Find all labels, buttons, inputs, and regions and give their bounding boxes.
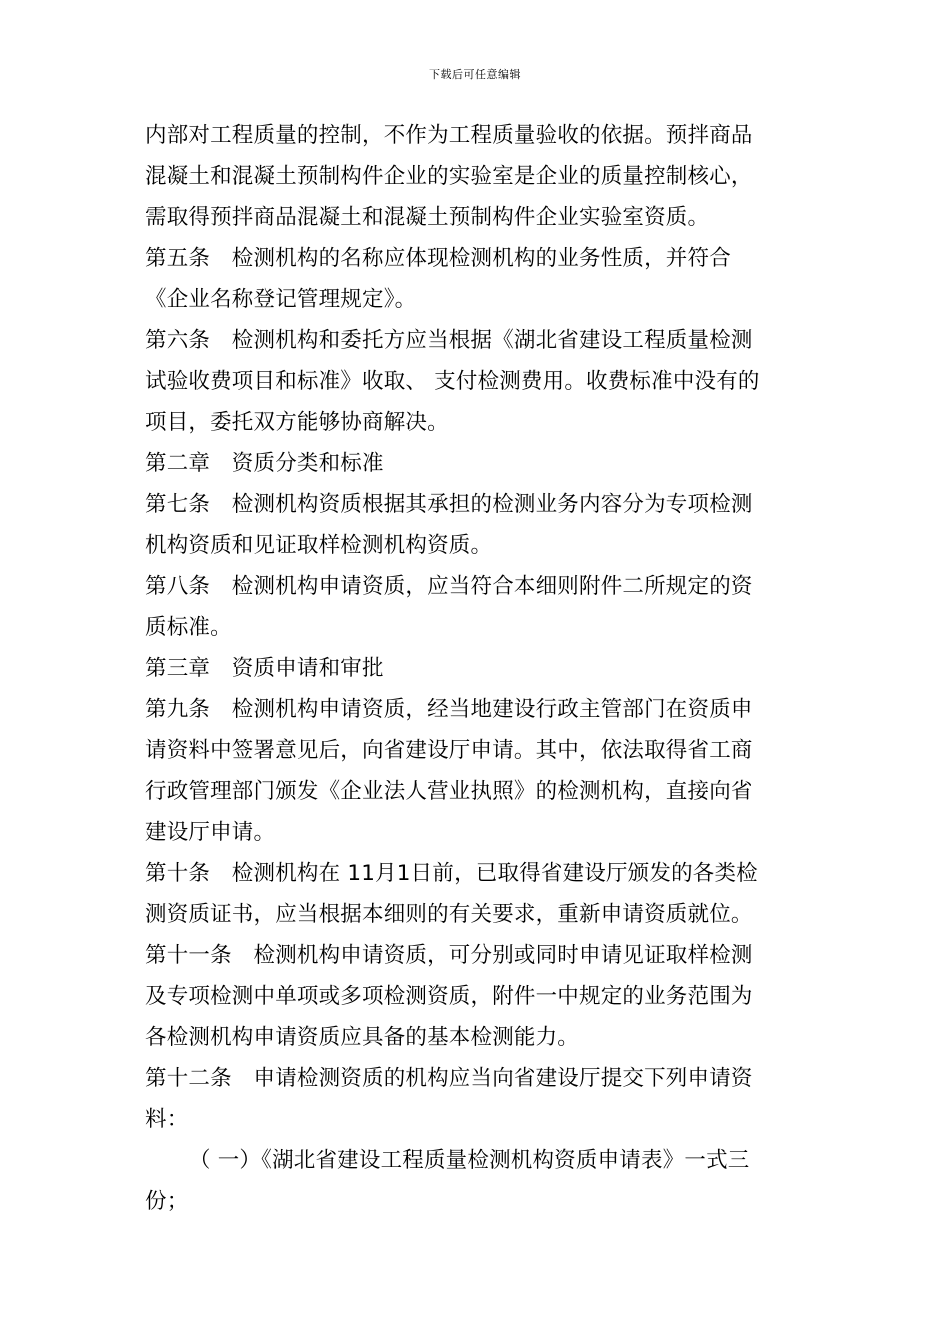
text-line: 混凝土和混凝土预制构件企业的实验室是企业的质量控制核心，: [145, 164, 753, 189]
text-line: 内部对工程质量的控制，不作为工程质量验收的依据。预拌商品: [145, 123, 753, 148]
text-line: 需取得预拌商品混凝土和混凝土预制构件企业实验室资质。: [145, 205, 710, 230]
text-line: 机构资质和见证取样检测机构资质。: [145, 533, 493, 558]
text-line: 份；: [145, 1189, 189, 1214]
chapter-3-heading: 第三章 资质申请和审批: [145, 656, 384, 681]
article-8-line: 第八条 检测机构申请资质，应当符合本细则附件二所规定的资: [145, 574, 753, 599]
article-7-line: 第七条 检测机构资质根据其承担的检测业务内容分为专项检测: [145, 492, 753, 517]
page-header-note: 下载后可任意编辑: [429, 68, 521, 81]
text-line: 各检测机构申请资质应具备的基本检测能力。: [145, 1025, 580, 1050]
article-5-line: 第五条 检测机构的名称应体现检测机构的业务性质，并符合: [145, 246, 731, 271]
list-item-1: （ 一）《湖北省建设工程质量检测机构资质申请表》一式三: [189, 1148, 750, 1173]
text-line: 测资质证书，应当根据本细则的有关要求，重新申请资质就位。: [145, 902, 753, 927]
chapter-2-heading: 第二章 资质分类和标准: [145, 451, 384, 476]
text-line: 《企业名称登记管理规定》。: [145, 287, 417, 312]
article-11-line: 第十一条 检测机构申请资质，可分别或同时申请见证取样检测: [145, 943, 753, 968]
text-line: 及专项检测中单项或多项检测资质，附件一中规定的业务范围为: [145, 984, 753, 1009]
text-line: 请资料中签署意见后，向省建设厅申请。其中，依法取得省工商: [145, 738, 753, 763]
article-12-line: 第十二条 申请检测资质的机构应当向省建设厅提交下列申请资: [145, 1066, 753, 1091]
document-body: [145, 115, 813, 1222]
text-line: 试验收费项目和标准》收取、 支付检测费用。收费标准中没有的: [145, 369, 760, 394]
article-9-line: 第九条 检测机构申请资质，经当地建设行政主管部门在资质申: [145, 697, 753, 722]
text-line: 料：: [145, 1107, 189, 1132]
text-line: 行政管理部门颁发《企业法人营业执照》的检测机构，直接向省: [145, 779, 753, 804]
text-line: 建设厅申请。: [145, 820, 276, 845]
text-line: 质标准。: [145, 615, 232, 640]
article-10-line: 第十条 检测机构在 11月1日前，已取得省建设厅颁发的各类检: [145, 861, 758, 886]
article-6-line: 第六条 检测机构和委托方应当根据《湖北省建设工程质量检测: [145, 328, 753, 353]
text-line: 项目，委托双方能够协商解决。: [145, 410, 449, 435]
